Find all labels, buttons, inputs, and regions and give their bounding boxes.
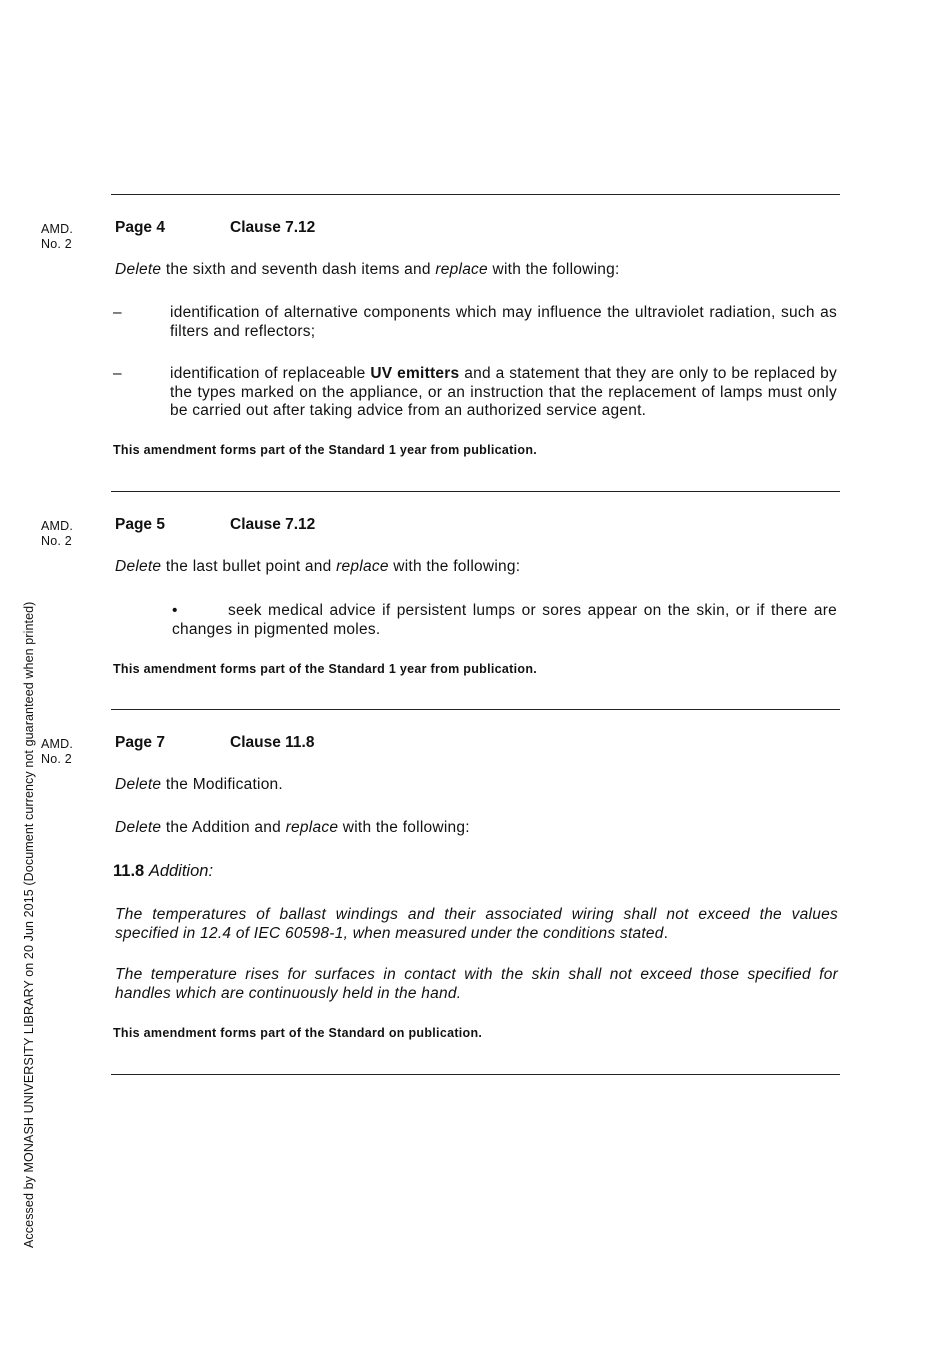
amendment-marker — [41, 737, 73, 767]
item-text: and a statement that they are only to be replaced by the types marked on the appliance, or an instruction that the replacement of lamps must only be carried out after taking advice from an authorized service agent. — [170, 365, 837, 419]
instruction-end: with the following: — [338, 819, 470, 836]
replace-word: replace — [435, 261, 488, 278]
bullet-text: seek medical advice if persistent lumps or sores appear on the skin, or if there are changes in pigmented moles. — [172, 602, 837, 638]
amd-number: No. 2 — [41, 534, 72, 548]
instruction — [115, 261, 838, 280]
amd-number: No. 2 — [41, 752, 72, 766]
clause-ref: Clause 7.12 — [230, 219, 316, 236]
paragraph-end: . — [663, 924, 669, 942]
section-heading — [115, 516, 316, 534]
item-text: identification of replaceable — [170, 365, 371, 382]
section-divider — [111, 491, 840, 492]
amd-label: AMD. — [41, 737, 74, 751]
instruction — [115, 776, 838, 795]
delete-word: Delete — [115, 261, 162, 278]
section-divider — [111, 709, 840, 710]
instruction-text: the last bullet point and — [161, 558, 337, 575]
instruction-text: the sixth and seventh dash items and — [161, 261, 436, 278]
amd-label: AMD. — [41, 519, 74, 533]
delete-word: Delete — [115, 558, 162, 575]
page-ref: Page 7 — [115, 734, 165, 751]
page-ref: Page 4 — [115, 219, 165, 236]
dash-item — [170, 365, 837, 421]
access-watermark: Accessed by MONASH UNIVERSITY LIBRARY on 20 Jun 2015 (Document currency not guaranteed when printed) — [22, 601, 36, 1248]
instruction-text: the Modification. — [161, 776, 283, 793]
delete-word: Delete — [115, 776, 162, 793]
instruction-end: with the following: — [388, 558, 521, 575]
amendment-note: This amendment forms part of the Standard 1 year from publication. — [113, 662, 538, 676]
subclause-heading — [113, 862, 213, 881]
instruction-text: the Addition and — [161, 819, 286, 836]
section-divider — [111, 194, 840, 195]
subclause-number: 11.8 — [113, 862, 145, 880]
section-heading — [115, 219, 316, 237]
requirement-paragraph — [115, 906, 838, 943]
amd-number: No. 2 — [41, 237, 72, 251]
dash-item: identification of alternative components which may influence the ultraviolet radiation, such as filters and reflectors; — [170, 304, 837, 340]
amd-label: AMD. — [41, 222, 74, 236]
requirement-paragraph: The temperature rises for surfaces in contact with the skin shall not exceed those specified for handles which are continuously held in the hand. — [115, 966, 838, 1002]
amendment-note: This amendment forms part of the Standard 1 year from publication. — [113, 443, 538, 457]
replace-word: replace — [336, 558, 389, 575]
replace-word: replace — [285, 819, 339, 836]
dash-marker: – — [113, 304, 122, 321]
bullet-marker: • — [172, 602, 178, 619]
section-divider — [111, 1074, 840, 1075]
amendment-note: This amendment forms part of the Standard on publication. — [113, 1026, 483, 1040]
paragraph-text: The temperatures of ballast windings and their associated wiring shall not exceed the values specified in 12.4 of IEC 60598-1, when measured under the conditions stated — [115, 906, 838, 942]
item-bold-term: UV emitters — [370, 365, 460, 382]
delete-word: Delete — [115, 819, 162, 836]
amendment-marker — [41, 222, 73, 252]
section-heading — [115, 734, 315, 752]
instruction — [115, 558, 838, 577]
clause-ref: Clause 11.8 — [230, 734, 315, 751]
amendment-marker — [41, 519, 73, 549]
subclause-title: Addition: — [148, 862, 214, 880]
bullet-item — [172, 602, 837, 639]
page-ref: Page 5 — [115, 516, 165, 533]
instruction-end: with the following: — [487, 261, 620, 278]
clause-ref: Clause 7.12 — [230, 516, 316, 533]
instruction — [115, 819, 838, 838]
dash-marker: – — [113, 365, 122, 382]
